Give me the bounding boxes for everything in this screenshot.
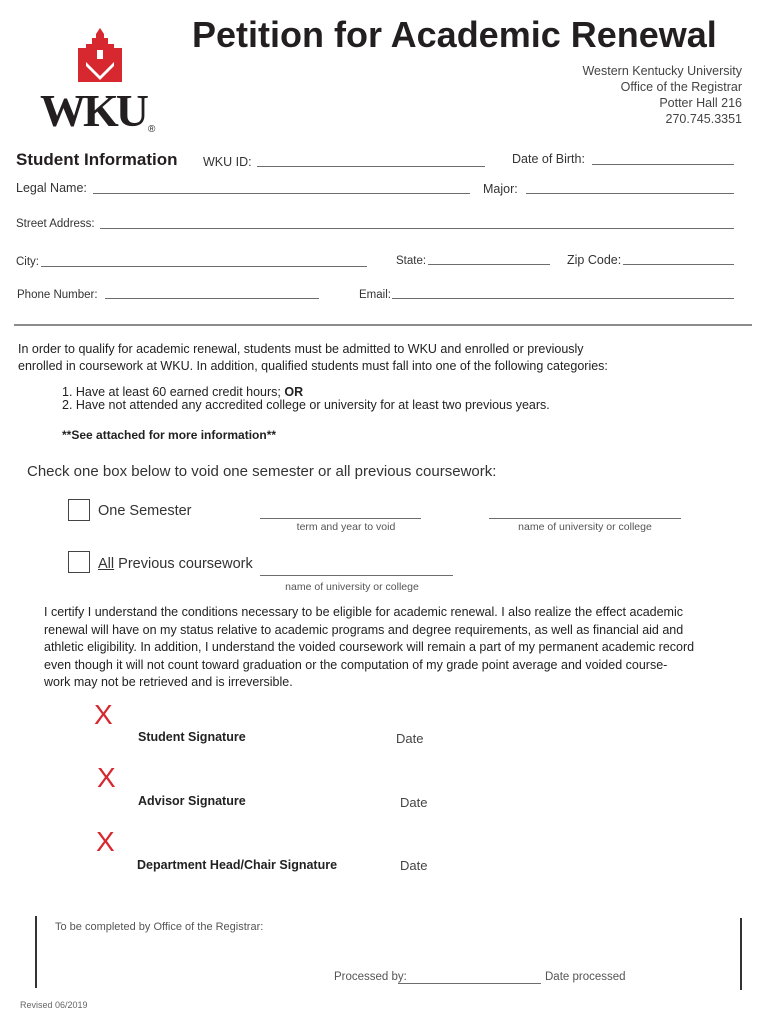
certification-line-3: athletic eligibility. In addition, I understand the voided coursework will remain a part of my permanent academic record xyxy=(44,640,695,654)
street-address-label: Street Address: xyxy=(16,218,95,230)
certification-line-5: work may not be retrieved and is irreversible. xyxy=(44,675,293,689)
wku-id-label: WKU ID: xyxy=(203,155,252,169)
wku-cupola-logo-icon xyxy=(78,28,122,82)
category-2: 2. Have not attended any accredited college or university for at least two previous years. xyxy=(62,398,550,412)
advisor-signature-x-icon: X xyxy=(97,762,116,793)
intro-line-2: enrolled in coursework at WKU. In addition, qualified students must fall into one of the following categories: xyxy=(18,359,608,373)
term-year-field[interactable] xyxy=(260,518,421,519)
office-use-label: To be completed by Office of the Registrar: xyxy=(55,921,264,933)
phone-number-field[interactable] xyxy=(105,298,319,299)
office-box-left-border xyxy=(35,916,37,988)
processed-by-field[interactable] xyxy=(398,983,541,984)
one-semester-label: One Semester xyxy=(98,503,192,519)
address-line-building: Potter Hall 216 xyxy=(659,96,742,110)
city-label: City: xyxy=(16,256,39,268)
category-1-text: 1. Have at least 60 earned credit hours; xyxy=(62,385,285,399)
address-line-university: Western Kentucky University xyxy=(582,64,742,78)
date-of-birth-label: Date of Birth: xyxy=(512,152,585,166)
certification-line-4: even though it will not count toward graduation or the computation of my grade point average and voided course- xyxy=(44,658,668,672)
state-field[interactable] xyxy=(428,264,550,265)
term-year-caption: term and year to void xyxy=(296,521,396,533)
date-of-birth-field[interactable] xyxy=(592,164,734,165)
student-signature-x-icon: X xyxy=(94,699,113,730)
email-label: Email: xyxy=(359,289,391,301)
major-label: Major: xyxy=(483,182,518,196)
all-coursework-label xyxy=(98,556,253,572)
intro-line-1: In order to qualify for academic renewal, students must be admitted to WKU and enrolled or previously xyxy=(18,342,584,356)
phone-number-label: Phone Number: xyxy=(17,289,98,301)
student-signature-label: Student Signature xyxy=(138,730,246,744)
student-date-label: Date xyxy=(396,731,424,746)
dept-head-date-label: Date xyxy=(400,858,428,873)
dept-head-signature-x-icon: X xyxy=(96,826,115,857)
all-underlined: All xyxy=(98,556,115,572)
all-coursework-text: Previous coursework xyxy=(114,556,253,572)
section-divider xyxy=(14,324,752,326)
legal-name-label: Legal Name: xyxy=(16,181,87,195)
one-semester-university-caption: name of university or college xyxy=(518,521,652,533)
all-coursework-university-field[interactable] xyxy=(260,575,453,576)
all-coursework-checkbox[interactable] xyxy=(68,551,90,573)
revision-date: Revised 06/2019 xyxy=(20,1000,88,1010)
zip-code-field[interactable] xyxy=(623,264,734,265)
category-or: OR xyxy=(284,385,304,399)
state-label: State: xyxy=(396,255,427,267)
page-title: Petition for Academic Renewal xyxy=(192,14,717,55)
zip-code-label: Zip Code: xyxy=(567,253,622,267)
one-semester-checkbox[interactable] xyxy=(68,499,90,521)
see-attached-note: **See attached for more information** xyxy=(62,428,277,442)
wku-id-field[interactable] xyxy=(257,166,485,167)
address-line-phone: 270.745.3351 xyxy=(665,112,742,126)
category-1 xyxy=(62,385,303,399)
legal-name-field[interactable] xyxy=(93,193,470,194)
certification-line-1: I certify I understand the conditions necessary to be eligible for academic renewal. I also realize the effect academic xyxy=(44,605,684,619)
certification-line-2: renewal will have on my status relative to academic programs and degree requirements, as well as financial aid and xyxy=(44,623,684,637)
processed-by-label: Processed by: xyxy=(334,971,407,983)
major-field[interactable] xyxy=(526,193,734,194)
email-field[interactable] xyxy=(392,298,734,299)
registered-mark: ® xyxy=(148,124,156,135)
student-information-heading: Student Information xyxy=(16,150,178,169)
check-box-instruction: Check one box below to void one semester or all previous coursework: xyxy=(27,463,497,480)
office-box-right-border xyxy=(740,918,742,990)
all-coursework-university-caption: name of university or college xyxy=(285,581,419,593)
city-field[interactable] xyxy=(41,266,367,267)
advisor-date-label: Date xyxy=(400,795,428,810)
dept-head-signature-label: Department Head/Chair Signature xyxy=(137,858,338,872)
date-processed-label: Date processed xyxy=(545,971,626,983)
advisor-signature-label: Advisor Signature xyxy=(138,794,246,808)
one-semester-university-field[interactable] xyxy=(489,518,681,519)
address-line-office: Office of the Registrar xyxy=(620,80,742,94)
wku-logo-wordmark: WKU xyxy=(40,85,146,136)
street-address-field[interactable] xyxy=(100,228,734,229)
